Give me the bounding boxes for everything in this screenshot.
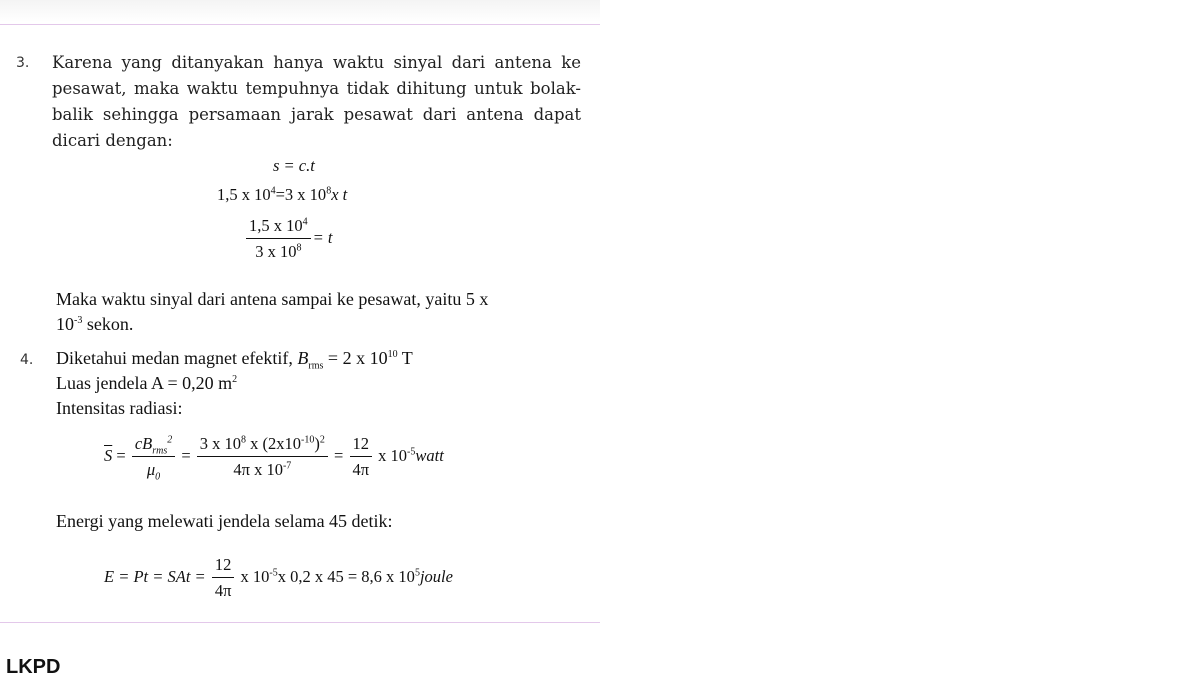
equation-distance — [217, 185, 347, 205]
intensity-fraction-1: $\frac{cB_{rms}^2}{\mu_0}$ — [132, 434, 175, 480]
equation-s-ct: s = c.t — [273, 156, 315, 175]
eq2-left: 1,5 x 10 — [217, 185, 271, 204]
eq2-right: x t — [331, 185, 348, 204]
equation-intensity: $\overline{S}$ = $\frac{cB_{rms}^2}{\mu_0}$ = $\frac{3 x 10^8 x (2x10^{-10})^2}{4\pi x 10^{-7}}$ = $\frac{12}{4\pi}$ x $10^{-5}watt$ — [104, 434, 444, 483]
equation-time-fraction — [244, 216, 332, 262]
fraction-denominator: 3 x $10^8$ — [255, 242, 302, 261]
eq2-exp1: 4 — [270, 185, 276, 197]
item-3-number: 3. — [16, 55, 30, 71]
time-fraction — [246, 216, 311, 262]
bottom-divider — [0, 622, 600, 623]
eq3-right: = t — [312, 227, 333, 247]
item-3-paragraph: Karena yang ditanyakan hanya waktu sinyal dari antena ke pesawat, maka waktu tempuhnya tidak dihitung untuk bolak-balik sehingga persamaan jarak pesawat dari antena dapat dicari dengan: — [52, 53, 581, 150]
top-edge-shadow — [0, 0, 600, 22]
intensity-fraction-3: $\frac{12}{4\pi}$ — [349, 434, 372, 480]
item-3-conclusion: Maka waktu sinyal dari antena sampai ke pesawat, yaitu 5 x $10^{-3}$ sekon. — [56, 289, 489, 334]
document-page — [0, 0, 600, 678]
conclusion-line-1: Maka waktu sinyal dari antena sampai ke pesawat, yaitu 5 x — [56, 289, 489, 309]
intensity-fraction-2: $\frac{3 x 10^8 x (2x10^{-10})^2}{4\pi x 10^{-7}}$ — [197, 434, 328, 480]
equation-energy: E = Pt = SAt = $\frac{12}{4\pi}$ x $10^{-5}x$ 0,2 x 45 = 8,6 x $10^5joule$ — [104, 555, 453, 600]
energy-lhs: E = Pt = SAt = — [104, 566, 206, 586]
energy-label: Energi yang melewati jendela selama 45 detik: — [56, 511, 393, 531]
item-4-given: Diketahui medan magnet efektif, $B_{rms} = 2$ x $10^{10}$ T Luas jendela A = 0,20 $m^2$ Intensitas radiasi: — [56, 348, 413, 418]
fraction-numerator: 1,5 x $10^4$ — [246, 216, 311, 239]
eq2-exp2: 8 — [326, 185, 332, 197]
item-4-number: 4. — [20, 352, 34, 368]
top-divider — [0, 24, 600, 25]
eq2-mid: =3 x 10 — [275, 185, 327, 204]
energy-fraction: $\frac{12}{4\pi}$ — [212, 555, 235, 601]
section-heading-lkpd: LKPD — [6, 656, 61, 678]
s-bar-symbol: $\overline{S}$ — [104, 445, 113, 465]
